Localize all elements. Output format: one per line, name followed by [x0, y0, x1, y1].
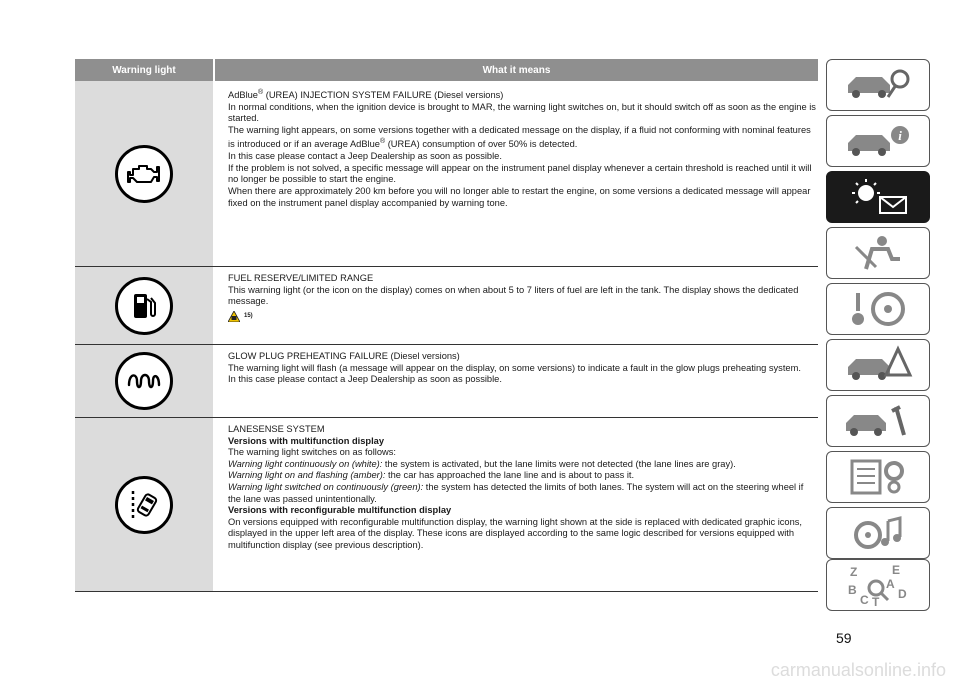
- svg-text:E: E: [892, 563, 901, 577]
- chapter-tab-index[interactable]: [826, 559, 930, 611]
- steering-key-icon: [842, 289, 914, 329]
- multimedia-icon: [842, 513, 914, 553]
- warning-light-message-icon: [842, 177, 914, 217]
- svg-text:T: T: [872, 595, 880, 608]
- warning-lights-table: [75, 59, 818, 592]
- row-title: FUEL RESERVE/LIMITED RANGE: [228, 273, 374, 283]
- spec-settings-icon: [842, 457, 914, 497]
- row-title: LANESENSE SYSTEM: [228, 424, 325, 434]
- svg-text:Z: Z: [850, 565, 858, 579]
- car-tools-icon: [842, 401, 914, 441]
- chapter-tab-safety[interactable]: [826, 227, 930, 279]
- svg-text:D: D: [898, 587, 907, 601]
- warning-triangle-icon: [228, 311, 240, 322]
- header-warning-light: Warning light: [75, 59, 213, 81]
- table-row: [75, 81, 818, 267]
- svg-text:A: A: [886, 577, 895, 591]
- table-row: GLOW PLUG PREHEATING FAILURE (Diesel versions) The warning light will flash (a message will appear on the display, on some versions) to indicate a fault in the glow plugs preheating system. In this case please contact a Jeep Dealership as soon as possible.: [75, 345, 818, 418]
- watermark: carmanualsonline.info: [770, 660, 946, 680]
- row-title: GLOW PLUG PREHEATING FAILURE (Diesel versions): [228, 351, 460, 361]
- warning-reference: 15): [244, 312, 253, 319]
- svg-text:i: i: [898, 128, 902, 143]
- page-number: 59: [836, 630, 852, 646]
- chapter-tab-multimedia[interactable]: [826, 507, 930, 559]
- row-description: AdBlue® (UREA) INJECTION SYSTEM FAILURE (Diesel versions) In normal conditions, when the ignition device is brought to MAR, the warning light switches on, but it should switch off as soon as the engine is started. The warning light appears, on some versions together with a dedicated message on the display, if a fluid not conforming with nominal features is introduced or if an average AdBlue® (UREA) consumption of over 50% is detected. In this case please contact a Jeep Dealership as soon as possible. If the problem is not solved, a specific message will appear on the instrument panel display whenever a certain threshold is reached until it will no longer be possible to start the engine. When there are approximately 200 km before you will no longer able to restart the engine, on some versions a dedicated message will appear fixed on the instrument panel display accompanied by warning tone.: [228, 89, 816, 208]
- index-az-icon: [842, 562, 914, 608]
- table-row: LANESENSE SYSTEM Versions with multifunction display The warning light switches on as follows: Warning light continuously on (white): the system is activated, but the lane limits were not detected (the lane lines are gray). Warning light on and flashing (amber): the car has approached the lane line and is about to pass it. Warning light switched on continuously (green): the system has detected the limits of both lanes. The system will act on the steering wheel if the lane was passed unintentionally. Versions with reconfigurable multifunction display On versions equipped with reconfigurable multifunction display, the warning light shown at the side is replaced with dedicated graphic icons, displayed in the upper left area of the display. These icons are displayed according to the same logic described for versions equipped with multifunction display (see previous description).: [75, 418, 818, 592]
- car-hazard-icon: [842, 345, 914, 385]
- row-title: AdBlue: [228, 90, 258, 101]
- header-what-it-means: What it means: [215, 59, 818, 81]
- chapter-tab-car-info[interactable]: [826, 115, 930, 167]
- fuel-pump-icon: [115, 277, 173, 335]
- chapter-tab-starting-driving[interactable]: [826, 283, 930, 335]
- svg-text:B: B: [848, 583, 857, 597]
- table-header: [75, 59, 818, 81]
- chapter-tab-technical-data[interactable]: [826, 451, 930, 503]
- airbag-seat-icon: [842, 233, 914, 273]
- engine-check-icon: [115, 145, 173, 203]
- car-key-icon: [842, 67, 914, 103]
- chapter-tab-car-key[interactable]: [826, 59, 930, 111]
- chapter-tab-emergency[interactable]: [826, 339, 930, 391]
- chapter-tab-maintenance[interactable]: [826, 395, 930, 447]
- glow-plug-icon: [115, 352, 173, 410]
- svg-text:C: C: [860, 593, 869, 607]
- table-row: FUEL RESERVE/LIMITED RANGE This warning light (or the icon on the display) comes on when about 5 to 7 liters of fuel are left in the tank. The display shows the dedicated message. 15): [75, 267, 818, 345]
- lanesense-icon: [115, 476, 173, 534]
- car-info-icon: [842, 123, 914, 159]
- chapter-tab-warning-lights[interactable]: [826, 171, 930, 223]
